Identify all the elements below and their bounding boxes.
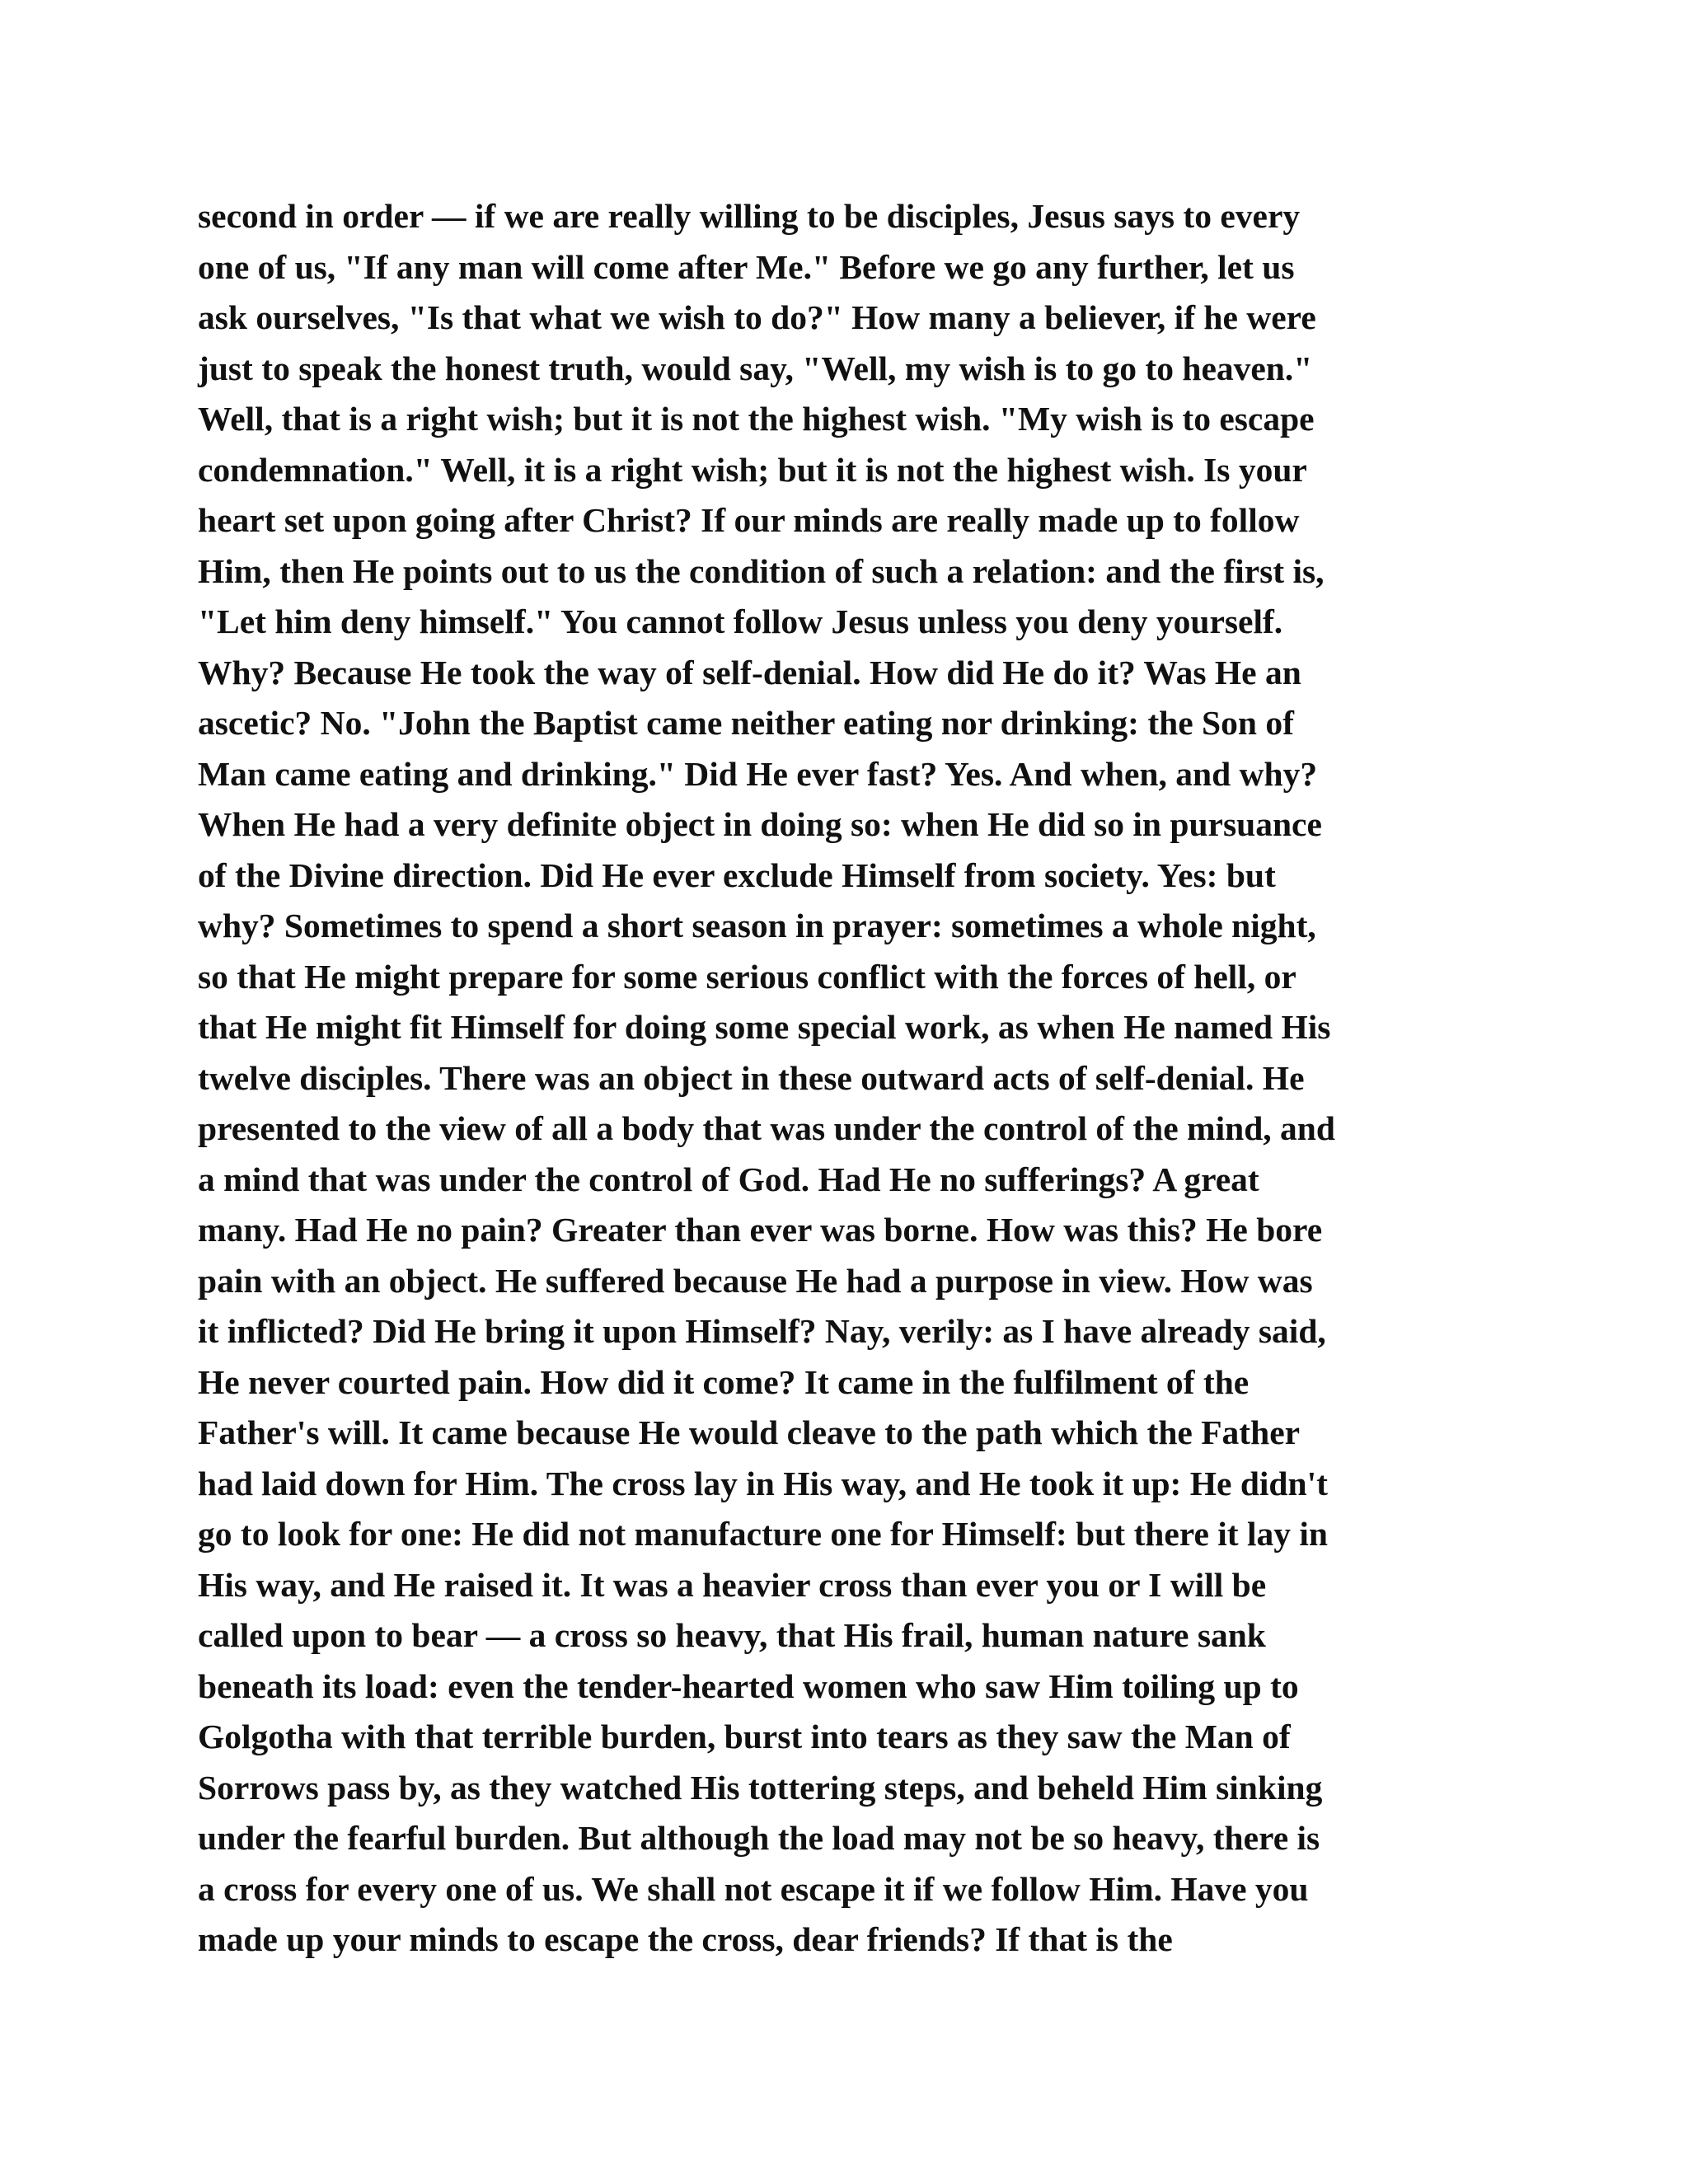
text-line: Man came eating and drinking." Did He ever fast? Yes. And when, and why? [198, 754, 1318, 793]
text-line: had laid down for Him. The cross lay in His way, and He took it up: He didn't [198, 1464, 1328, 1502]
text-line: just to speak the honest truth, would say, "Well, my wish is to go to heaven." [198, 349, 1313, 387]
text-line: He never courted pain. How did it come? It came in the fulfilment of the [198, 1362, 1250, 1401]
text-line: so that He might prepare for some serious conflict with the forces of hell, or [198, 957, 1296, 996]
text-line: go to look for one: He did not manufacture one for Himself: but there it lay in [198, 1515, 1328, 1553]
text-line: a mind that was under the control of God. Had He no sufferings? A great [198, 1160, 1259, 1198]
text-line: His way, and He raised it. It was a heavier cross than ever you or I will be [198, 1565, 1267, 1604]
text-line: that He might fit Himself for doing some special work, as when He named His [198, 1008, 1331, 1046]
text-line: called upon to bear — a cross so heavy, that His frail, human nature sank [198, 1616, 1266, 1654]
text-line: pain with an object. He suffered because He had a purpose in view. How was [198, 1261, 1313, 1300]
text-line: ascetic? No. "John the Baptist came neither eating nor drinking: the Son of [198, 704, 1294, 742]
text-line: Father's will. It came because He would cleave to the path which the Father [198, 1413, 1301, 1451]
text-line: one of us, "If any man will come after Me." Before we go any further, let us [198, 247, 1295, 286]
text-line: ask ourselves, "Is that what we wish to do?" How many a believer, if he were [198, 298, 1316, 336]
text-line: Golgotha with that terrible burden, burst into tears as they saw the Man of [198, 1718, 1291, 1755]
text-line: twelve disciples. There was an object in these outward acts of self-denial. He [198, 1058, 1305, 1097]
text-line: a cross for every one of us. We shall not escape it if we follow Him. Have you [198, 1869, 1309, 1908]
text-line: under the fearful burden. But although the load may not be so heavy, there is [198, 1819, 1320, 1857]
body-text [198, 191, 1492, 1966]
text-line: Why? Because He took the way of self-denial. How did He do it? Was He an [198, 653, 1301, 691]
text-line: why? Sometimes to spend a short season in prayer: sometimes a whole night, [198, 907, 1316, 944]
text-line: it inflicted? Did He bring it upon Himself? Nay, verily: as I have already said, [198, 1312, 1326, 1350]
text-line: When He had a very definite object in doing so: when He did so in pursuance [198, 805, 1322, 843]
text-line: many. Had He no pain? Greater than ever was borne. How was this? He bore [198, 1211, 1323, 1249]
text-line: of the Divine direction. Did He ever exclude Himself from society. Yes: but [198, 855, 1276, 894]
text-line: "Let him deny himself." You cannot follow Jesus unless you deny yourself. [198, 602, 1283, 640]
text-line: Sorrows pass by, as they watched His tottering steps, and beheld Him sinking [198, 1768, 1323, 1807]
text-line: Well, that is a right wish; but it is not the highest wish. "My wish is to escape [198, 400, 1315, 438]
text-line: presented to the view of all a body that was under the control of the mind, and [198, 1109, 1335, 1147]
text-line: heart set upon going after Christ? If our minds are really made up to follow [198, 501, 1300, 539]
text-line: condemnation." Well, it is a right wish; but it is not the highest wish. Is your [198, 450, 1307, 489]
text-line: second in order — if we are really willing to be disciples, Jesus says to every [198, 197, 1301, 235]
text-line: Him, then He points out to us the condition of such a relation: and the first is, [198, 551, 1325, 590]
text-line: made up your minds to escape the cross, dear friends? If that is the [198, 1920, 1173, 1958]
text-line: beneath its load: even the tender-hearted women who saw Him toiling up to [198, 1666, 1299, 1705]
